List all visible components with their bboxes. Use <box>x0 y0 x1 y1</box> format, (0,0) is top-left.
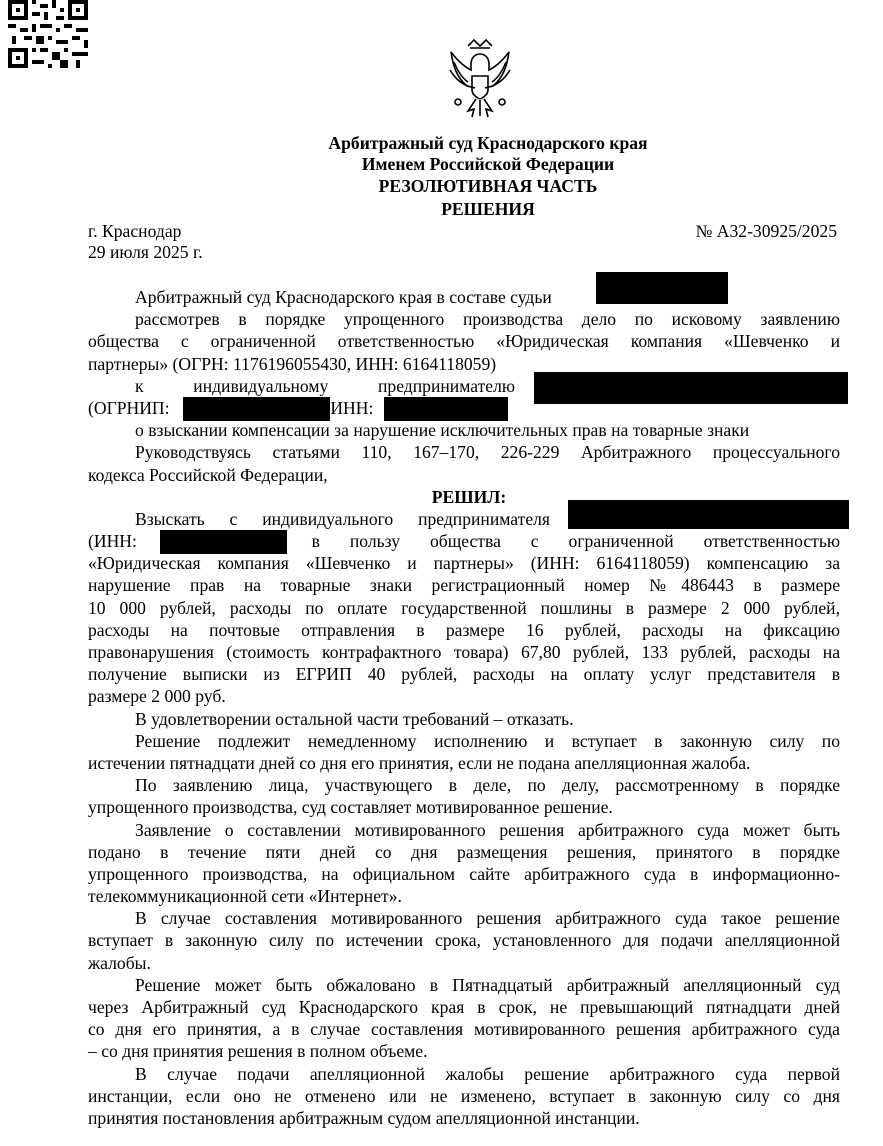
text-line: телекоммуникационной сети «Интернет». <box>88 886 402 907</box>
text-line: размере 2 000 руб. <box>88 686 226 707</box>
decision-date: 29 июля 2025 г. <box>88 242 203 262</box>
text-line: В удовлетворении остальной части требований – отказать. <box>135 708 574 729</box>
text-line: о взыскании компенсации за нарушение исключительных прав на товарные знаки <box>135 420 750 441</box>
document-type: РЕЗОЛЮТИВНАЯ ЧАСТЬ <box>378 176 598 196</box>
comma: , <box>501 397 506 418</box>
decided-heading: РЕШИЛ: <box>431 486 507 507</box>
text-line: Решение может быть обжаловано в Пятнадцатый арбитражный апелляционный суд <box>135 974 840 995</box>
text-line: кодекса Российской Федерации, <box>88 464 328 485</box>
document-type-2: РЕШЕНИЯ <box>441 199 535 219</box>
court-name: Арбитражный суд Краснодарского края <box>328 133 648 153</box>
inn-label: (ИНН: <box>88 531 137 552</box>
text-line: По заявлению лица, участвующего в деле, по делу, рассмотренному в порядке <box>135 775 840 796</box>
text-line: партнеры» (ОГРН: 1176196055430, ИНН: 6164118059) <box>88 353 497 374</box>
text-line: расходы на почтовые отправления в размере 16 рублей, расходы на фиксацию <box>88 619 840 640</box>
text-line: упрощенного производства, суд составляет мотивированное решение. <box>88 797 613 818</box>
text-line: рассмотрев в порядке упрощенного производства дело по исковому заявлению <box>135 309 840 330</box>
text-line: Руководствуясь статьями 110, 167–170, 226-229 Арбитражного процессуального <box>135 442 840 463</box>
text-line: вступает в законную силу по истечении срока, установленного для подачи апелляционной <box>88 930 840 951</box>
text-line: Решение подлежит немедленному исполнению и вступает в законную силу по <box>135 730 840 751</box>
text-line: В случае составления мотивированного решения арбитражного суда такое решение <box>135 908 840 929</box>
text-line: через Арбитражный суд Краснодарского края в срок, не превышающий пятнадцати дней <box>88 997 840 1017</box>
text-line: Заявление о составлении мотивированного решения арбитражного суда может быть <box>135 819 840 840</box>
text-line: инстанции, если оно не отменено или не изменено, вступает в законную силу со дня <box>88 1085 840 1106</box>
text-line: к индивидуальному предпринимателю <box>135 375 515 396</box>
text-line: со дня его принятия, а в случае составления мотивированного решения арбитражного суда <box>88 1019 840 1040</box>
text-line: правонарушения (стоимость контрафактного товара) 67,80 рублей, 133 рублей, расходы на <box>88 642 840 662</box>
text-line: истечении пятнадцати дней со дня его принятия, если не подана апелляционная жалоба. <box>88 752 751 773</box>
text-line: упрощенного производства, на официальном сайте арбитражного суда в информационно- <box>88 863 840 884</box>
text-line: Взыскать с индивидуального предпринимателя <box>135 508 550 529</box>
text-line: В случае подачи апелляционной жалобы решение арбитражного суда первой <box>135 1063 840 1084</box>
text-segment: ) в пользу общества с ограниченной ответственностью <box>275 531 840 552</box>
text-line: нарушение прав на товарные знаки регистрационный номер №486443 в размере <box>88 575 840 596</box>
in-name-of: Именем Российской Федерации <box>361 154 615 174</box>
text-line: подано в течение пяти дней со дня размещения решения, принятого в порядке <box>88 841 840 862</box>
inn-label: , ИНН: <box>321 397 374 418</box>
qr-code-icon <box>8 0 88 68</box>
text-line: жалобы. <box>88 952 151 973</box>
text-line: – со дня принятия решения в полном объеме. <box>88 1041 428 1062</box>
text-line: принятия постановления арбитражным судом апелляционной инстанции. <box>88 1107 640 1128</box>
coat-of-arms-emblem <box>440 36 520 124</box>
text-line <box>88 397 840 419</box>
text-line: получение выписки из ЕГРИП 40 рублей, расходы на оплату услуг представителя в <box>88 664 840 685</box>
text-line: Арбитражный суд Краснодарского края в составе судьи <box>135 287 552 307</box>
case-number: № А32-30925/2025 <box>695 221 837 241</box>
text-line: «Юридическая компания «Шевченко и партнеры» (ИНН: 6164118059) компенсацию за <box>88 553 840 574</box>
text-line <box>88 530 840 552</box>
ogrnip-label: (ОГРНИП: <box>88 397 170 418</box>
text-line: общества с ограниченной ответственностью «Юридическая компания «Шевченко и <box>88 331 840 352</box>
decision-body <box>88 286 840 1129</box>
text-line: 10 000 рублей, расходы по оплате государственной пошлины в размере 2 000 рублей, <box>88 597 840 618</box>
city: г. Краснодар <box>88 221 182 241</box>
